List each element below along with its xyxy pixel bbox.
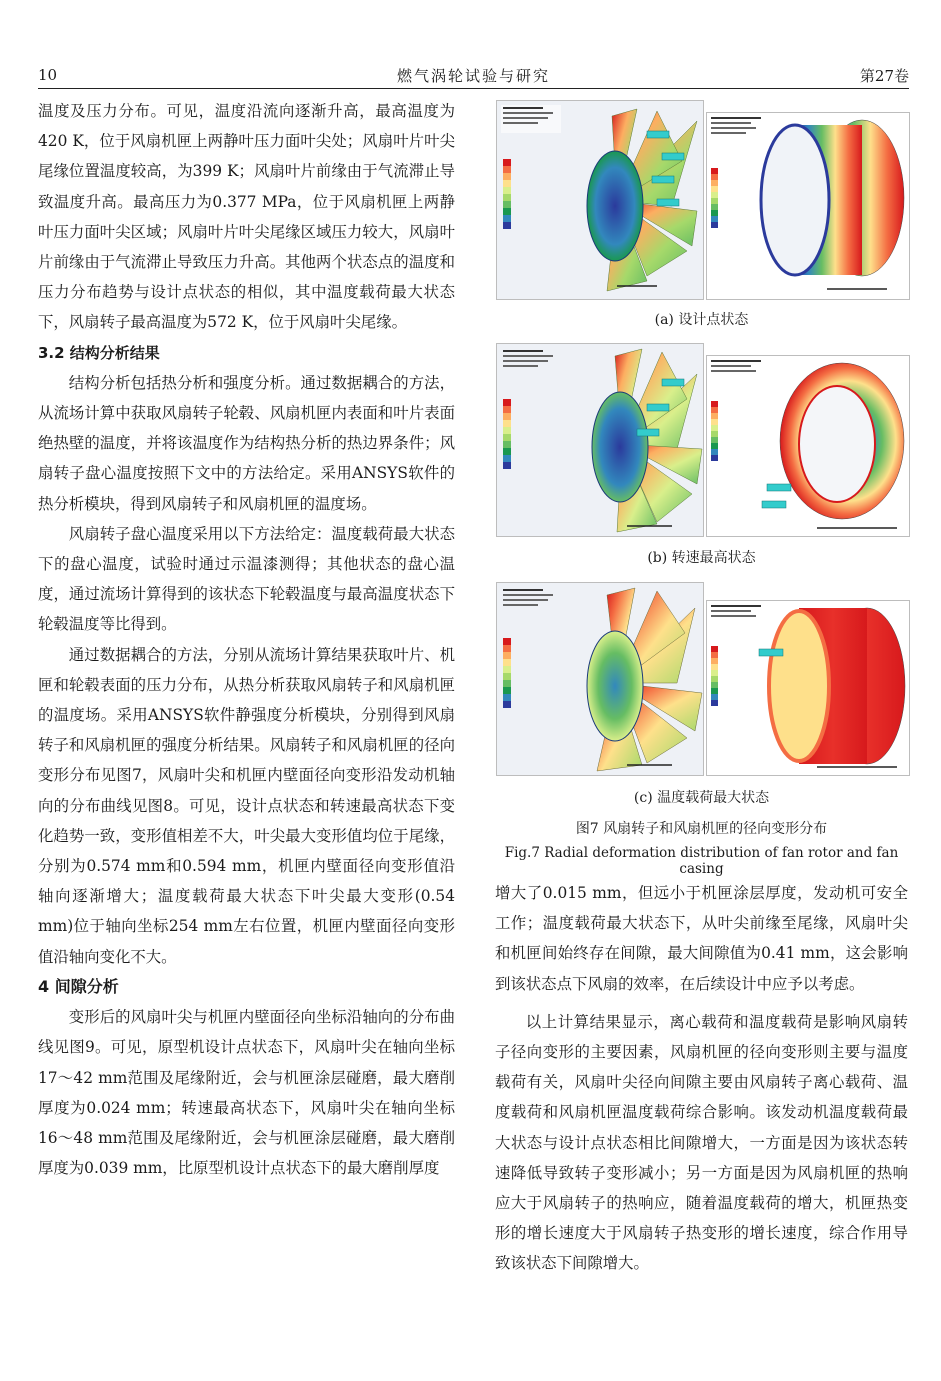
paragraph: 结构分析包括热分析和强度分析。通过数据耦合的方法，从流场计算中获取风扇转子轮毂、风扇机匣内表面和叶片表面绝热壁的温度，并将该温度作为结构热分析的热边界条件；风扇转子盘心温度按照下文中的方法给定。采用ANSYS软件的热分析模块，得到风扇转子和风扇机匣的温度场。 (38, 373, 455, 513)
figure-7b-caption: (b) 转速最高状态 (647, 550, 756, 566)
paragraph: 通过数据耦合的方法，分别从流场计算结果获取叶片、机匣和轮毂表面的压力分布，从热分析获取风扇转子和风扇机匣的温度场。采用ANSYS软件静强度分析模块，分别得到风扇转子和风扇机匣的强度分析结果。风扇转子和风扇机匣的径向变形分布见图7，风扇叶尖和机匣内壁面径向变形沿发动机轴向的分布曲线见图8。可见，设计点状态和转速最高状态下变化趋势一致，变形值相差不大，叶尖最大变形值均位于尾缘，分别为0.574 mm和0.594 mm，机匣内壁面径向变形值沿轴向逐渐增大；温度载荷最大状态下叶尖最大变形(0.54 mm)位于轴向坐标254 mm左右位置，机匣内壁面径向变形值沿轴向变化不大。 (38, 645, 455, 966)
casing-ring-inner (769, 611, 829, 761)
rotor-hub (587, 631, 643, 741)
casing-ring-inner (799, 386, 875, 502)
paragraph: 温度及压力分布。可见，温度沿流向逐渐升高，最高温度为420 K，位于风扇机匣上两静叶压力面叶尖处；风扇叶片叶尖尾缘位置温度较高，为399 K；风扇叶片前缘由于气流滞止导致温度升高。最高压力为0.377 MPa，位于风扇机匣上两静叶压力面叶尖区域；风扇叶片叶尖尾缘区域压力较大，风扇叶片前缘由于气流滞止导致压力升高。其他两个状态点的温度和压力分布趋势与设计点状态的相似，其中温度载荷最大状态下，风扇转子最高温度为572 K，位于风扇叶尖尾缘。 (38, 102, 455, 332)
figure-7b-rotor (496, 343, 704, 537)
right-column (495, 878, 908, 1279)
figure-caption-cn: 图7 风扇转子和风扇机匣的径向变形分布 (575, 821, 828, 837)
figure-7c-rotor (496, 582, 704, 776)
rotor-hub (587, 151, 643, 261)
section-heading-3-2: 3.2 结构分析结果 (38, 343, 160, 362)
page-number: 10 (38, 66, 58, 84)
paragraph: 增大了0.015 mm，但远小于机匣涂层厚度，发动机可安全工作；温度载荷最大状态下，从叶尖前缘至尾缘，风扇叶尖和机匣间始终存在间隙，最大间隙值为0.41 mm，这会影响到该状态点下风扇的效率，在后续设计中应予以考虑。 (495, 884, 908, 993)
paragraph: 风扇转子盘心温度采用以下方法给定：温度载荷最大状态下的盘心温度，试验时通过示温漆测得；其他状态的盘心温度，通过流场计算得到的该状态下轮毂温度与最高温度状态下轮毂温度等比得到。 (38, 524, 455, 634)
figure-7a-rotor (496, 100, 704, 300)
probe-labels (759, 649, 783, 656)
paragraph: 以上计算结果显示，离心载荷和温度载荷是影响风扇转子径向变形的主要因素，风扇机匣的径向变形则主要与温度载荷有关，风扇叶尖径向间隙主要由风扇转子离心载荷、温度载荷和风扇机匣温度载荷综合影响。该发动机温度载荷最大状态与设计点状态相比间隙增大，一方面是因为该状态转速降低导致转子变形减小；另一方面是因为风扇机匣的热响应大于风扇转子的热响应，随着温度载荷的增大，机匣热变形的增长速度大于风扇转子热变形的增长速度，综合作用导致该状态下间隙增大。 (495, 1012, 908, 1273)
figure-caption-en: Fig.7 Radial deformation distribution of fan rotor and fan casing (504, 845, 899, 877)
figure-7c-caption: (c) 温度载荷最大状态 (633, 790, 770, 806)
figure-7b-casing (706, 355, 910, 537)
journal-title: 燃气涡轮试验与研究 (396, 67, 550, 85)
casing-ring-inner (761, 125, 829, 275)
figure-7c-casing (706, 600, 910, 776)
figure-7a-casing (706, 112, 910, 300)
left-column (38, 96, 455, 1183)
running-header (38, 62, 909, 89)
figure-7a-caption: (a) 设计点状态 (654, 312, 749, 328)
volume-label: 第27卷 (859, 67, 909, 85)
paragraph: 变形后的风扇叶尖与机匣内壁面径向坐标沿轴向的分布曲线见图9。可见，原型机设计点状态下，风扇叶尖在轴向坐标17～42 mm范围及尾缘附近，会与机匣涂层碰磨，最大磨削厚度为0.024 mm；转速最高状态下，风扇叶尖在轴向坐标16～48 mm范围及尾缘附近，会与机匣涂层碰磨，最大磨削厚度为0.039 mm，比原型机设计点状态下的最大磨削厚度 (38, 1008, 455, 1178)
rotor-hub (592, 392, 648, 502)
section-heading-4: 4 间隙分析 (38, 976, 119, 996)
